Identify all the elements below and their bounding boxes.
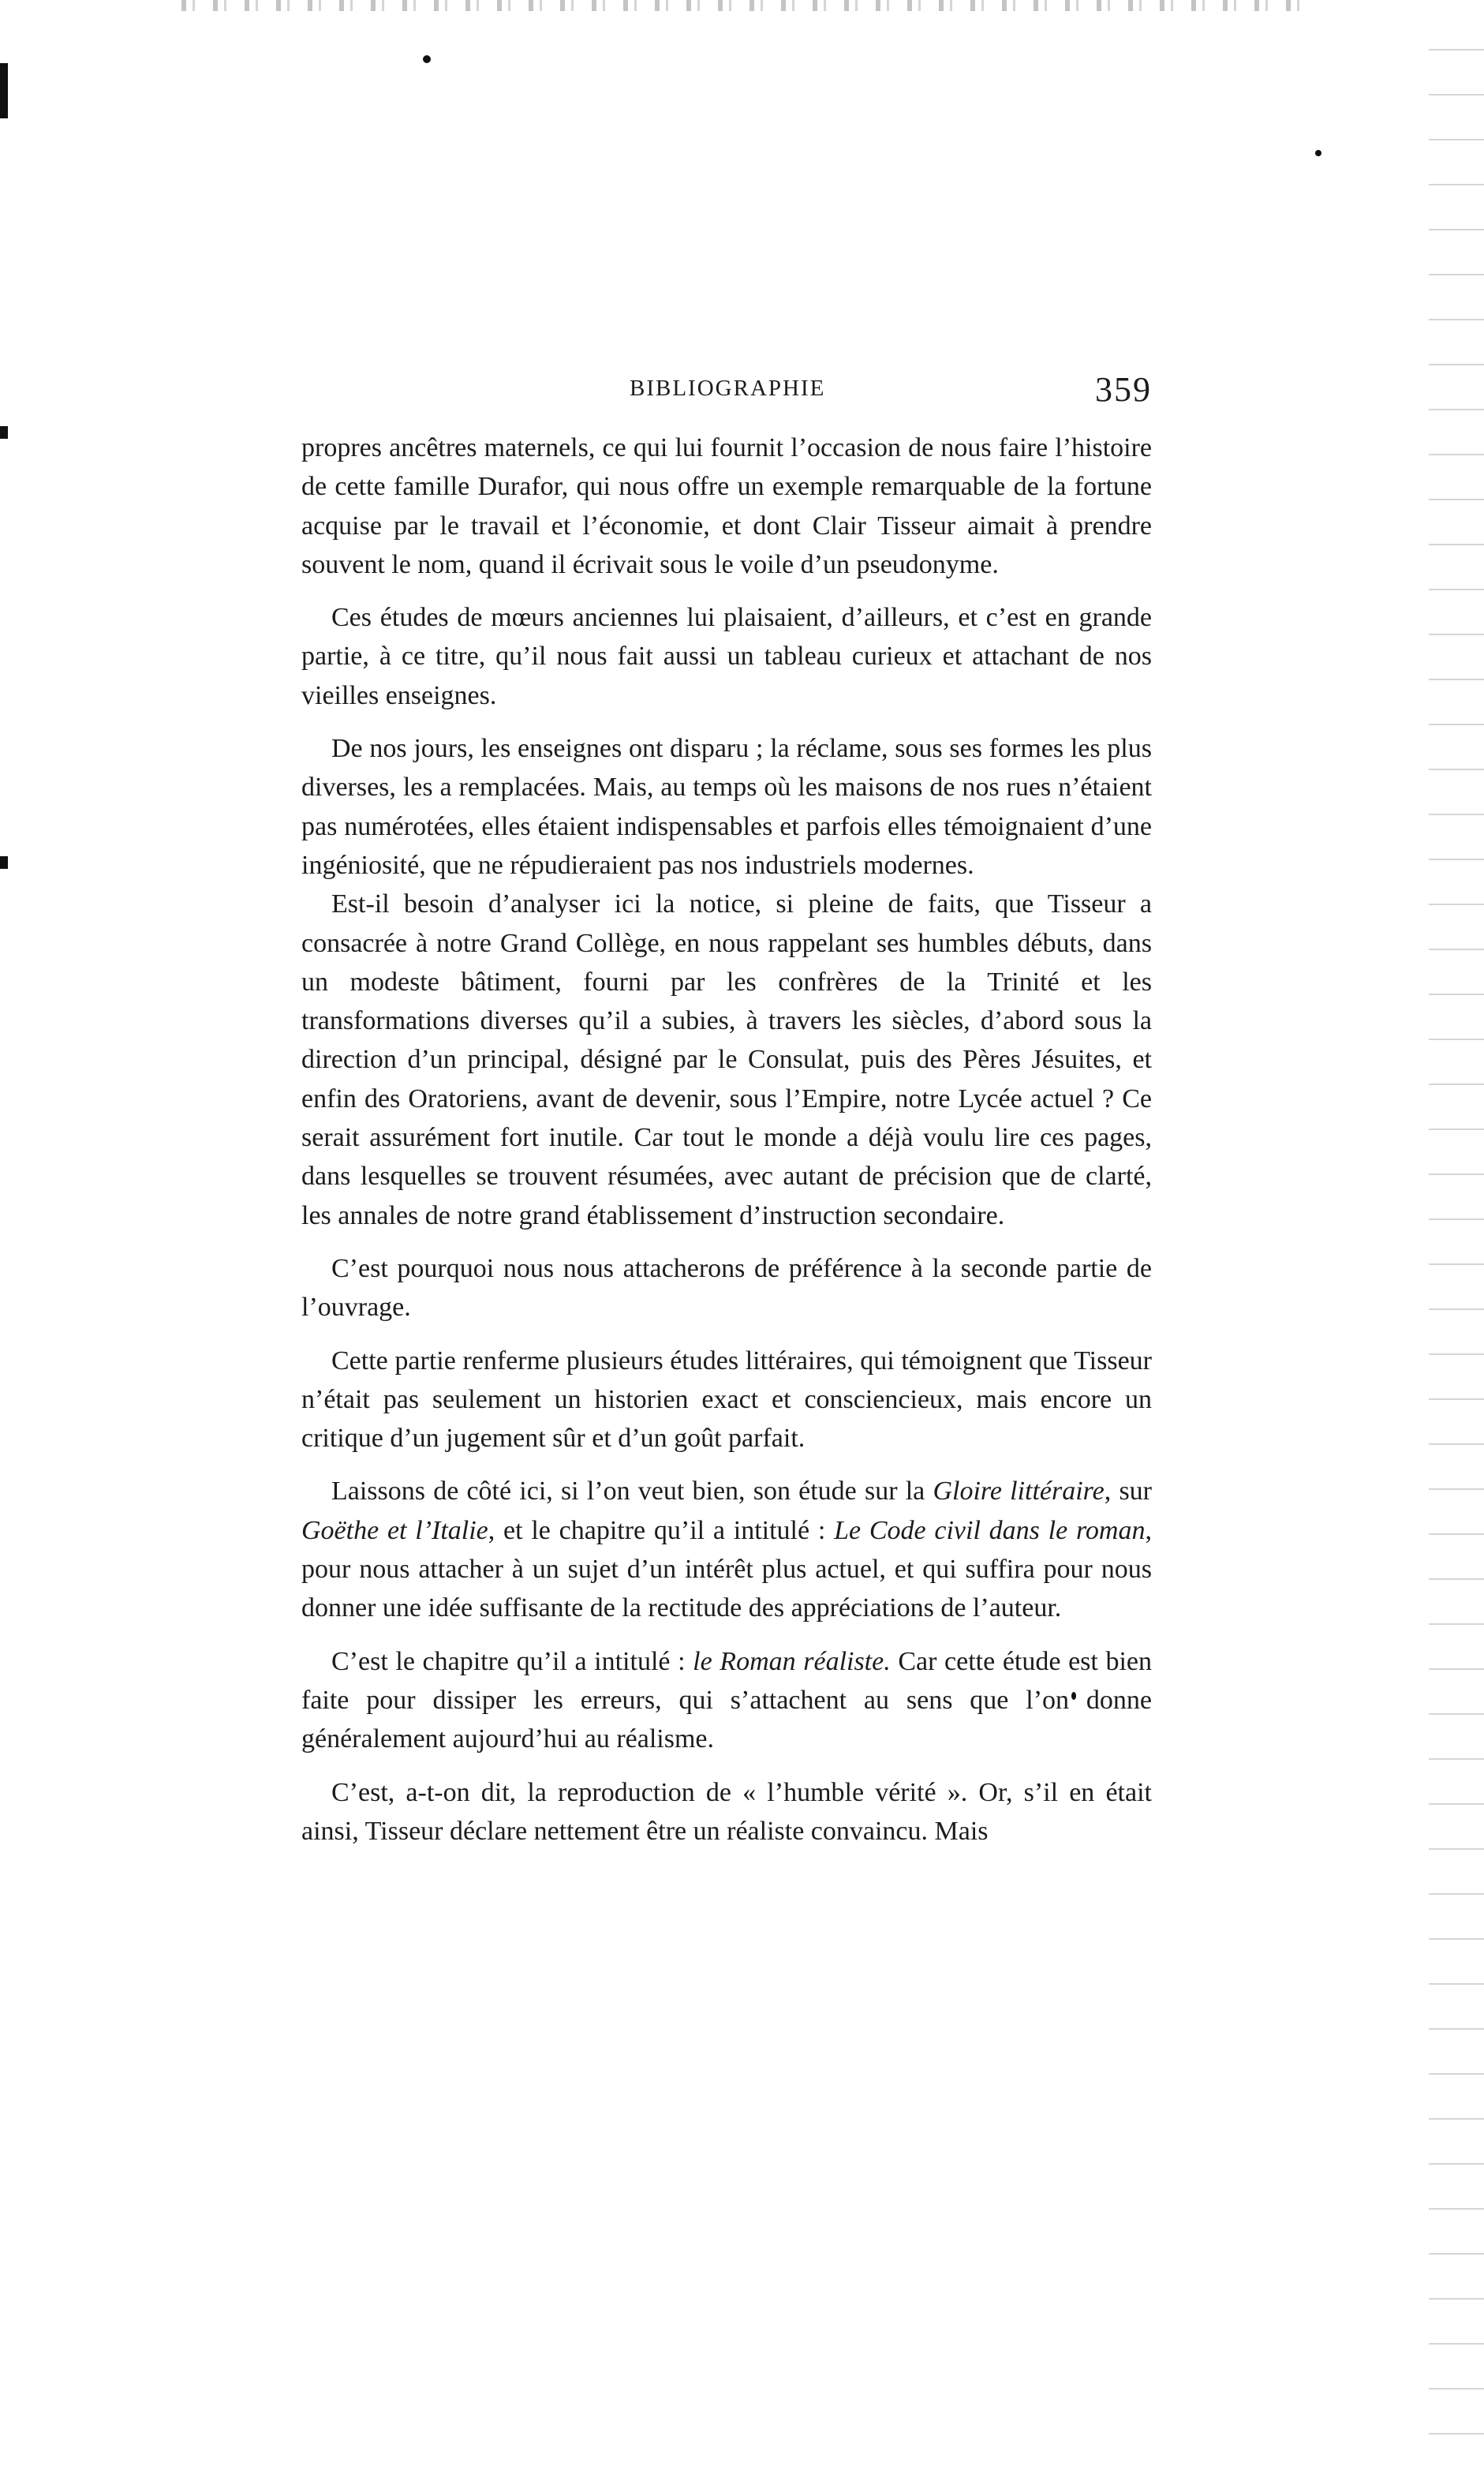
text-run: , sur: [1104, 1477, 1152, 1506]
body-text: [301, 429, 1152, 1851]
italic-title: Goëthe et l’Italie: [301, 1515, 488, 1545]
paragraph: [301, 1249, 1152, 1327]
scan-edge-top: [181, 0, 1302, 11]
page-number: 359: [1095, 370, 1152, 409]
text-run: De nos jours, les enseignes ont disparu ; la réclame, sous ses formes les plus diverses, les a remplacées. Mais, au temps où les maisons de nos rues n’étaient pas numérotées, elles étaient indispensables et parfois elles témoignaient d’une ingéniosité, que ne répudieraient pas nos industriels modernes.: [301, 734, 1152, 880]
text-run: C’est le chapitre qu’il a intitulé :: [331, 1646, 693, 1676]
running-head: [300, 371, 1152, 418]
running-title: BIBLIOGRAPHIE: [630, 376, 826, 401]
ink-speck: [423, 55, 431, 63]
paragraph: [301, 1342, 1152, 1458]
italic-title: le Roman réaliste.: [693, 1646, 891, 1676]
paragraph: [301, 598, 1152, 715]
text-run: Car cette étude est bien faite pour dissiper les erreurs, qui s’attachent au sens que l’on donne généralement aujourd’hui au réalisme.: [301, 1646, 1152, 1754]
scan-margin-mark: [0, 426, 8, 439]
paragraph: [301, 885, 1152, 1235]
scan-margin-mark: [0, 63, 8, 118]
paragraph: [301, 1642, 1152, 1759]
text-run: , et le chapitre qu’il a intitulé :: [488, 1515, 835, 1545]
text-run: Laissons de côté ici, si l’on veut bien, son étude sur la: [331, 1477, 933, 1506]
italic-title: Gloire littéraire: [933, 1477, 1105, 1506]
paragraph: [301, 1472, 1152, 1627]
paragraph: [301, 729, 1152, 885]
text-run: C’est, a-t-on dit, la reproduction de « l’humble vérité ». Or, s’il en était ainsi, Tisseur déclare nettement être un réaliste convaincu. Mais: [301, 1777, 1152, 1846]
ink-speck: [1315, 150, 1321, 156]
text-run: propres ancêtres maternels, ce qui lui fournit l’occasion de nous faire l’histoire de cette famille Durafor, qui nous offre un exemple remarquable de la fortune acquise par le travail et l’économie, et dont Clair Tisseur aimait à prendre souvent le nom, quand il écrivait sous le voile d’un pseudonyme.: [301, 433, 1152, 579]
italic-title: Le Code civil dans le roman: [834, 1515, 1146, 1545]
scan-edge-right: [1429, 32, 1484, 2462]
paragraph: [301, 1773, 1152, 1851]
text-run: Est-il besoin d’analyser ici la notice, si pleine de faits, que Tisseur a consacrée à notre Grand Collège, en nous rappelant ses humbles débuts, dans un modeste bâtiment, fourni par les confrères de la Trinité et les transformations diverses qu’il a subies, à travers les siècles, d’abord sous la direction d’un principal, désigné par le Consulat, puis des Pères Jésuites, et enfin des Oratoriens, avant de devenir, sous l’Empire, notre Lycée actuel ? Ce serait assurément fort inutile. Car tout le monde a déjà voulu lire ces pages, dans lesquelles se trouvent résumées, avec autant de précision que de clarté, les annales de notre grand établissement d’instruction secondaire.: [301, 889, 1152, 1230]
paragraph: [301, 429, 1152, 584]
text-run: Cette partie renferme plusieurs études littéraires, qui témoignent que Tisseur n’était pas seulement un historien exact et consciencieux, mais encore un critique d’un jugement sûr et d’un goût parfait.: [301, 1346, 1152, 1454]
text-run: C’est pourquoi nous nous attacherons de préférence à la seconde partie de l’ouvrage.: [301, 1253, 1152, 1323]
scan-margin-mark: [0, 856, 8, 869]
text-run: , pour nous attacher à un sujet d’un intérêt plus actuel, et qui suffira pour nous donner une idée suffisante de la rectitude des appréciations de l’auteur.: [301, 1515, 1152, 1623]
text-run: Ces études de mœurs anciennes lui plaisaient, d’ailleurs, et c’est en grande partie, à ce titre, qu’il nous fait aussi un tableau curieux et attachant de nos vieilles enseignes.: [301, 603, 1152, 710]
